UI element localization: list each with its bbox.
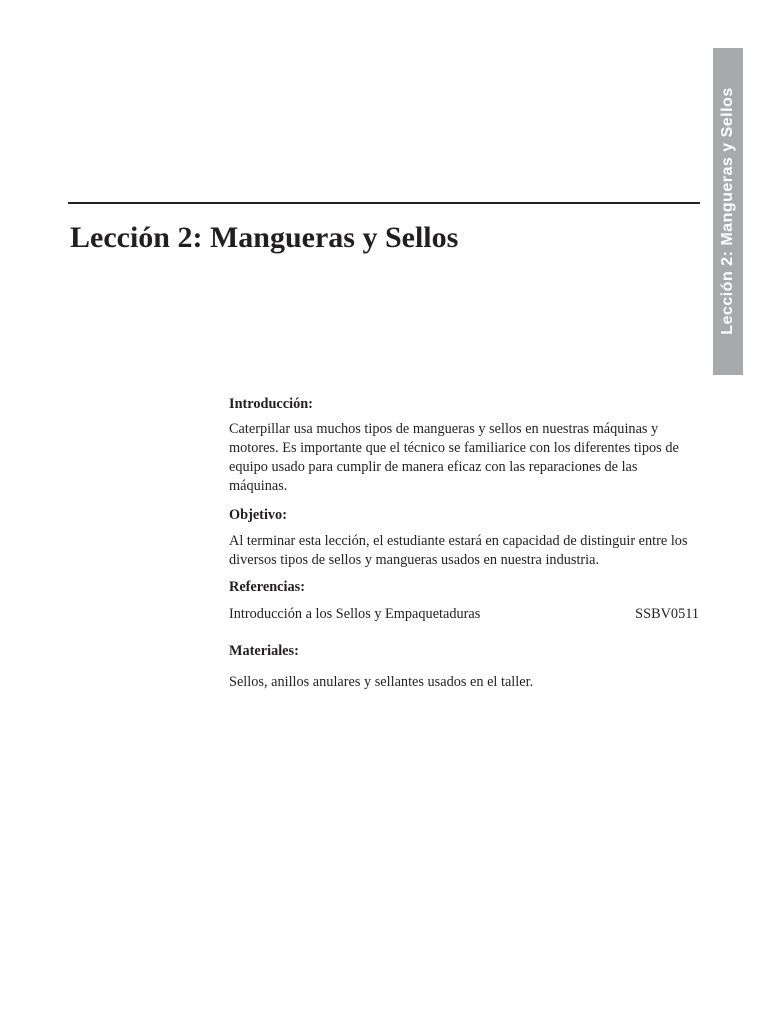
reference-title: Introducción a los Sellos y Empaquetaduras (229, 606, 481, 622)
reference-item (229, 605, 699, 624)
objective-text: Al terminar esta lección, el estudiante estará en capacidad de distinguir entre los diversos tipos de sellos y mangueras usados en nuestra industria. (229, 533, 688, 568)
materials-heading: Materiales: (229, 643, 299, 659)
title-rule (68, 202, 700, 204)
side-tab-label: Lección 2: Mangueras y Sellos (719, 87, 736, 335)
materials-text: Sellos, anillos anulares y sellantes usados en el taller. (229, 674, 534, 690)
page-title: Lección 2: Mangueras y Sellos (70, 221, 459, 254)
objective-heading: Objetivo: (229, 507, 287, 523)
reference-code: SSBV0511 (635, 606, 699, 622)
intro-text: Caterpillar usa muchos tipos de mangueras y sellos en nuestras máquinas y motores. Es importante que el técnico se familiarice con los diferentes tipos de equipo usado para cumplir de manera eficaz con las reparaciones de las máquinas. (229, 421, 679, 494)
intro-heading: Introducción: (229, 396, 313, 412)
side-tab (713, 48, 743, 375)
references-heading: Referencias: (229, 579, 305, 595)
